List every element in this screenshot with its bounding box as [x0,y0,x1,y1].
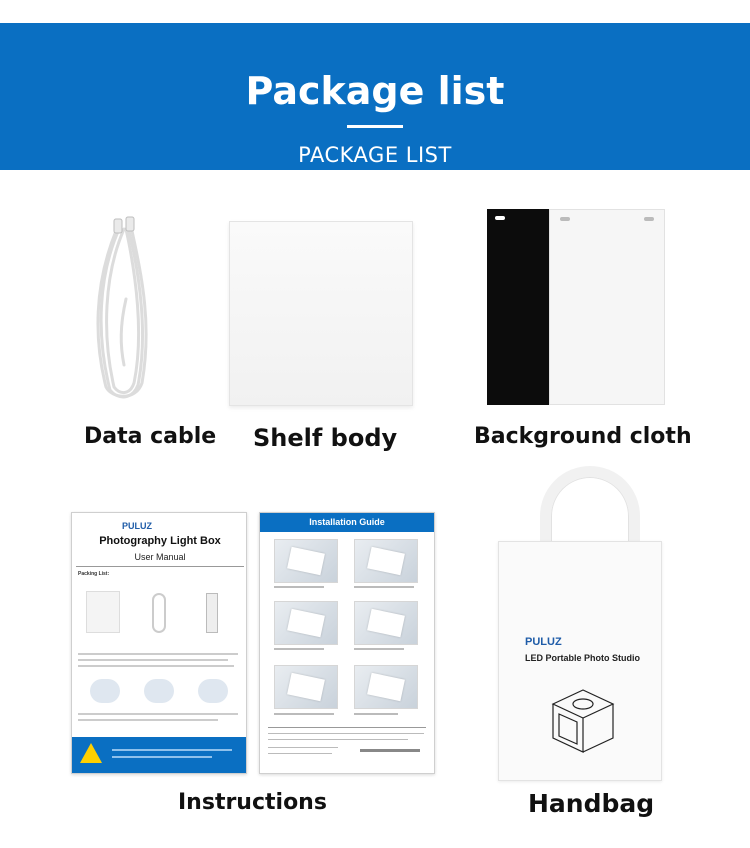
guide-step-photo [354,601,418,645]
page-title: Package list [245,69,505,113]
manual-brand-logo: PULUZ [122,521,152,531]
guide-footer-text [268,739,408,740]
warning-icon [80,743,102,763]
caption-instructions: Instructions [178,790,327,815]
title-underline [347,125,403,128]
guide-step-photo [354,665,418,709]
caption-background-cloth: Background cloth [474,424,692,449]
manual-text-line [78,719,218,721]
caption-handbag: Handbag [528,789,655,818]
manual-footer-line [112,756,212,758]
guide-step-text [274,713,334,715]
page-subtitle: PACKAGE LIST [298,143,452,167]
shelf-body-image [229,221,413,406]
caption-data-cable: Data cable [84,424,217,449]
manual-footer-line [112,749,232,751]
manual-divider [76,566,244,567]
manual-text-line [78,659,228,661]
header-banner [0,23,750,170]
data-cable-image [90,215,160,405]
guide-footer-text [268,747,338,748]
guide-step-photo [274,601,338,645]
manual-title: Photography Light Box [99,535,221,547]
guide-step-text [274,648,324,650]
manual-step-illustration [198,679,228,703]
guide-certification-marks [360,749,420,752]
guide-step-photo [354,539,418,583]
guide-step-photo [274,665,338,709]
manual-box-illustration [86,591,120,633]
manual-subtitle: User Manual [134,552,186,562]
manual-text-line [78,713,238,715]
manual-cloth-illustration [206,593,218,633]
handbag-brand-logo: PULUZ [525,636,562,648]
handbag-image [498,541,662,781]
manual-footer-bar [72,737,246,773]
guide-step-text [354,648,404,650]
handbag-print-text: LED Portable Photo Studio [525,653,640,663]
guide-footer-text [268,753,332,754]
guide-step-photo [274,539,338,583]
user-manual-image [71,512,247,774]
white-background-cloth [549,209,665,405]
guide-footer-text [268,733,424,734]
manual-text-line [78,665,234,667]
manual-cable-illustration [152,593,166,633]
guide-divider [268,727,426,728]
caption-shelf-body: Shelf body [253,424,398,452]
guide-title: Installation Guide [260,513,434,532]
black-background-cloth [487,209,552,405]
guide-step-text [274,586,324,588]
manual-step-illustration [144,679,174,703]
light-box-icon [543,680,623,760]
manual-packing-list-heading: Packing List: [78,571,110,577]
guide-step-text [354,586,414,588]
manual-text-line [78,653,238,655]
installation-guide-image [259,512,435,774]
manual-step-illustration [90,679,120,703]
guide-step-text [354,713,398,715]
